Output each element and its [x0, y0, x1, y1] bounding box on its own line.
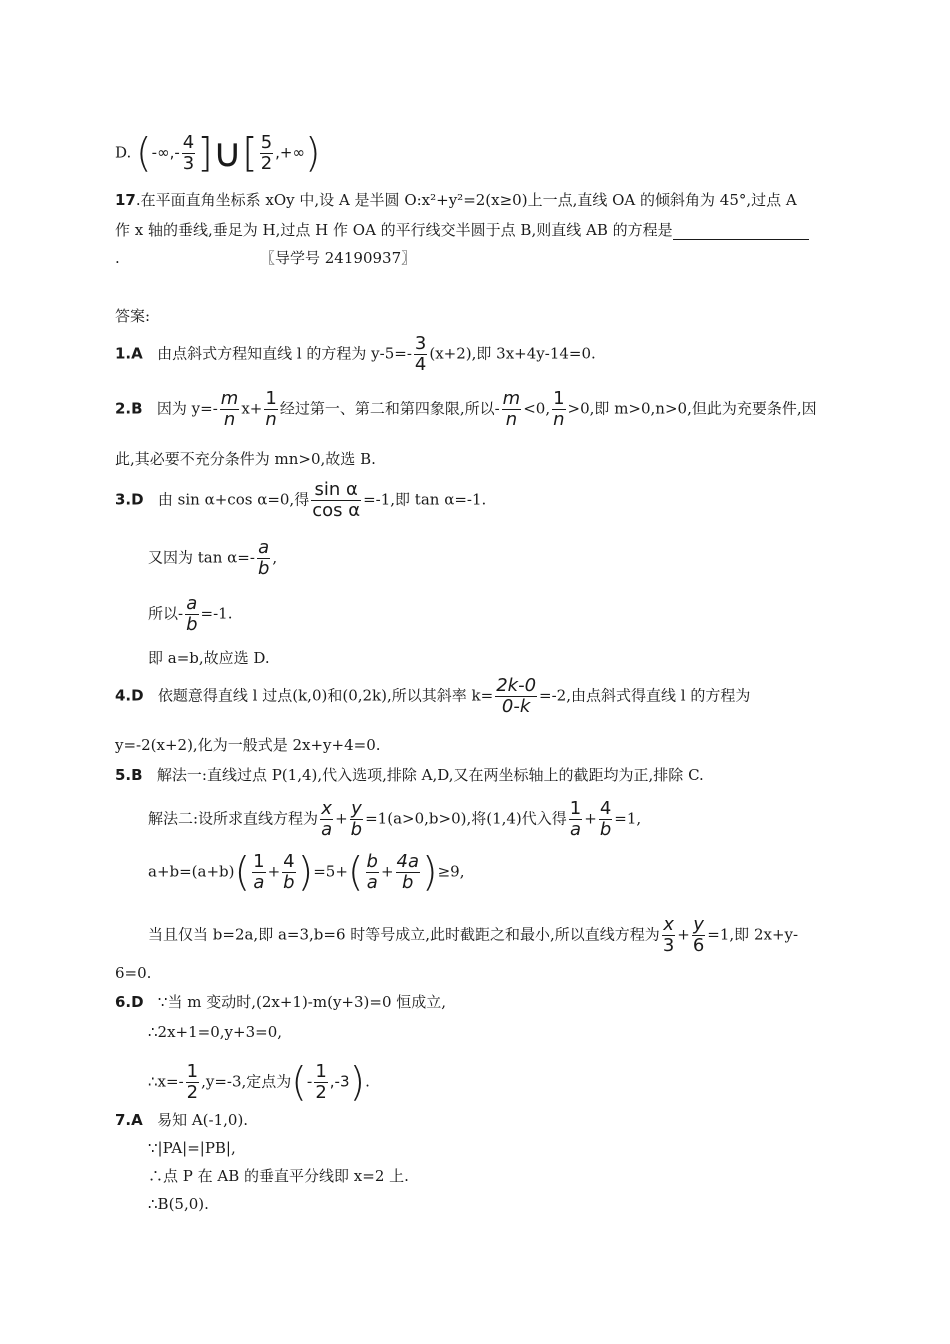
denominator: n	[265, 409, 277, 430]
answer-text: x+	[241, 399, 263, 418]
answer-number: 3.D	[115, 490, 144, 509]
answer-5-line3: a+b=(a+b)( $\frac{1}{a}$ + $\frac{4}{b}$ )=5+( $\frac{b}{a}$ + $\frac{4a}{b}$ )≥9,	[148, 849, 465, 896]
interval-right: ,+∞	[275, 143, 305, 162]
fraction	[252, 852, 265, 893]
answer-2-line2: 此,其必要不充分条件为 mn>0,故选 B.	[115, 450, 376, 468]
answer-text: ,	[272, 548, 278, 567]
answer-text: (x+2),即 3x+4y-14=0.	[429, 344, 596, 363]
answer-text: ,y=-3,定点为	[201, 1072, 292, 1091]
interval-left: -∞,-	[151, 143, 180, 162]
fraction	[692, 915, 705, 956]
question-text: .	[115, 249, 120, 267]
numerator: m	[502, 388, 521, 409]
answer-text: 所以-	[148, 604, 184, 623]
answer-text: ∵当 m 变动时,(2x+1)-m(y+3)=0 恒成立,	[157, 993, 447, 1011]
answer-text: 又因为 tan α=-	[148, 548, 255, 567]
answer-text: 当且仅当 b=2a,即 a=3,b=6 时等号成立,此时截距之和最小,所以直线方程为	[148, 925, 660, 944]
plus-sign: +	[380, 862, 394, 881]
numerator: 4	[182, 132, 195, 153]
answer-7-line4: ∴B(5,0).	[148, 1195, 209, 1213]
answer-number: 6.D	[115, 993, 144, 1011]
plus-sign: +	[267, 862, 281, 881]
fraction	[495, 676, 537, 717]
fraction	[220, 389, 240, 430]
answer-text: =1,	[614, 809, 642, 828]
fraction	[182, 133, 195, 174]
denominator: n	[553, 409, 565, 430]
plus-sign: +	[677, 925, 690, 944]
denominator: b	[402, 872, 414, 893]
fraction	[282, 852, 295, 893]
denominator: b	[283, 872, 295, 893]
answer-text: <0,	[523, 399, 551, 418]
answer-5	[115, 765, 704, 785]
numerator: 1	[265, 388, 277, 409]
answer-6-line3: ∴x=- $\frac{1}{2}$ ,y=-3,定点为(- $\frac{1}{2}$ ,-3).	[148, 1059, 370, 1106]
numerator: 1	[553, 388, 565, 409]
answer-3	[115, 480, 486, 521]
answer-text: 解法二:设所求直线方程为	[148, 809, 319, 828]
fraction	[320, 799, 333, 840]
answer-number: 1.A	[115, 344, 143, 363]
denominator: b	[186, 614, 198, 635]
fraction	[366, 852, 379, 893]
denominator: cos α	[312, 500, 361, 521]
answer-7	[115, 1110, 248, 1130]
numerator: 1	[253, 851, 265, 872]
denominator: b	[350, 819, 363, 840]
numerator: x	[663, 914, 674, 935]
fraction	[257, 538, 270, 579]
answer-text: 由点斜式方程知直线 l 的方程为 y-5=-	[157, 344, 412, 363]
answer-text: 依题意得直线 l 过点(k,0)和(0,2k),所以其斜率 k=	[157, 686, 494, 705]
numerator: y	[351, 798, 362, 819]
answer-3-line2	[148, 538, 277, 579]
answer-text: =1,即 2x+y-	[707, 925, 799, 944]
fraction	[314, 1062, 327, 1103]
denominator: 2	[260, 153, 273, 174]
numerator: 4	[283, 851, 295, 872]
answer-text: >0,即 m>0,n>0,但此为充要条件,因	[567, 399, 817, 418]
numerator: a	[186, 593, 198, 614]
denominator: a	[366, 872, 378, 893]
answer-text: 由 sin α+cos α=0,得	[157, 490, 310, 509]
answer-number: 4.D	[115, 686, 144, 705]
denominator: 3	[662, 935, 675, 956]
answer-text: =1(a>0,b>0),将(1,4)代入得	[365, 809, 567, 828]
fraction	[552, 389, 565, 430]
fraction	[185, 594, 198, 635]
denominator: 3	[182, 153, 195, 174]
denominator: a	[253, 872, 265, 893]
answer-text: a+b=(a+b)	[148, 862, 235, 881]
numerator: 5	[260, 132, 273, 153]
answer-6	[115, 992, 446, 1012]
numerator: y	[693, 914, 704, 935]
answer-text: .	[365, 1072, 370, 1091]
answer-4-line2: y=-2(x+2),化为一般式是 2x+y+4=0.	[115, 736, 381, 754]
denominator: b	[599, 819, 612, 840]
denominator: 4	[414, 354, 427, 375]
fraction	[502, 389, 522, 430]
numerator: 1	[569, 798, 582, 819]
answer-5-line2	[148, 799, 641, 840]
numerator: 3	[414, 333, 427, 354]
numerator: sin α	[311, 480, 361, 501]
answer-7-line2: ∵|PA|=|PB|,	[148, 1139, 236, 1157]
answer-text: 经过第一、第二和第四象限,所以-	[279, 399, 500, 418]
answer-1	[115, 334, 596, 375]
numerator: 1	[315, 1061, 327, 1082]
numerator: 2k-0	[496, 675, 537, 696]
answer-number: 2.B	[115, 399, 143, 418]
question-number: 17	[115, 191, 136, 209]
numerator: x	[321, 798, 332, 819]
answer-3-line3	[148, 594, 232, 635]
fraction	[350, 799, 363, 840]
option-label: D.	[115, 143, 132, 162]
fraction	[264, 389, 277, 430]
answer-text: ,-3	[329, 1072, 350, 1091]
answer-text: =5+	[313, 862, 348, 881]
answers-title: 答案:	[115, 307, 151, 325]
denominator: n	[505, 409, 518, 430]
answer-blank	[673, 223, 809, 240]
answer-text: =-2,由点斜式得直线 l 的方程为	[539, 686, 751, 705]
denominator: a	[570, 819, 582, 840]
guide-number: 〖导学号 24190937〗	[260, 249, 417, 267]
fraction	[599, 799, 612, 840]
question-text: 作 x 轴的垂线,垂足为 H,过点 H 作 OA 的平行线交半圆于点 B,则直线 AB 的方程是	[115, 221, 673, 239]
answer-text: =-1,即 tan α=-1.	[363, 490, 487, 509]
answer-4	[115, 676, 750, 717]
answer-text: =-1.	[200, 604, 233, 623]
answer-text: 易知 A(-1,0).	[157, 1111, 249, 1129]
paren-open: (	[136, 130, 152, 177]
plus-sign: +	[584, 809, 597, 828]
answer-3-line4: 即 a=b,故应选 D.	[148, 649, 270, 667]
fraction	[569, 799, 582, 840]
answer-7-line3: ∴点 P 在 AB 的垂直平分线即 x=2 上.	[148, 1167, 409, 1185]
numerator: 1	[186, 1061, 199, 1082]
q16-option-d	[115, 130, 321, 177]
answer-6-line2: ∴2x+1=0,y+3=0,	[148, 1023, 283, 1041]
answer-2	[115, 389, 817, 430]
fraction	[396, 852, 420, 893]
paren-close: )	[305, 130, 321, 177]
answer-5-line5: 6=0.	[115, 964, 152, 982]
plus-sign: +	[335, 809, 348, 828]
denominator: 6	[692, 935, 705, 956]
answer-text: ≥9,	[437, 862, 465, 881]
union-brackets: ]∪[	[197, 130, 258, 177]
numerator: a	[258, 537, 270, 558]
denominator: 0-k	[501, 696, 531, 717]
denominator: 2	[186, 1082, 199, 1103]
fraction	[260, 133, 273, 174]
denominator: 2	[315, 1082, 327, 1103]
denominator: b	[257, 558, 270, 579]
answer-number: 5.B	[115, 766, 143, 784]
minus-sign: -	[306, 1072, 313, 1091]
fraction	[311, 480, 361, 521]
q17-line2	[115, 220, 809, 240]
denominator: n	[223, 409, 236, 430]
answer-text: 解法一:直线过点 P(1,4),代入选项,排除 A,D,又在两坐标轴上的截距均为正,排除 C.	[156, 766, 704, 784]
numerator: m	[220, 388, 239, 409]
answer-number: 7.A	[115, 1111, 143, 1129]
numerator: b	[366, 851, 378, 872]
q17-line1	[115, 190, 797, 210]
answer-text: ∴x=-	[148, 1072, 184, 1091]
answer-5-line4	[148, 915, 798, 956]
fraction	[414, 334, 427, 375]
fraction	[662, 915, 675, 956]
q17-line3	[115, 248, 417, 268]
fraction	[186, 1062, 199, 1103]
numerator: 4	[599, 798, 612, 819]
denominator: a	[321, 819, 333, 840]
question-text: .在平面直角坐标系 xOy 中,设 A 是半圆 O:x²+y²=2(x≥0)上一点,直线 OA 的倾斜角为 45°,过点 A	[135, 191, 797, 209]
answer-text: 因为 y=-	[156, 399, 218, 418]
numerator: 4a	[396, 851, 419, 872]
